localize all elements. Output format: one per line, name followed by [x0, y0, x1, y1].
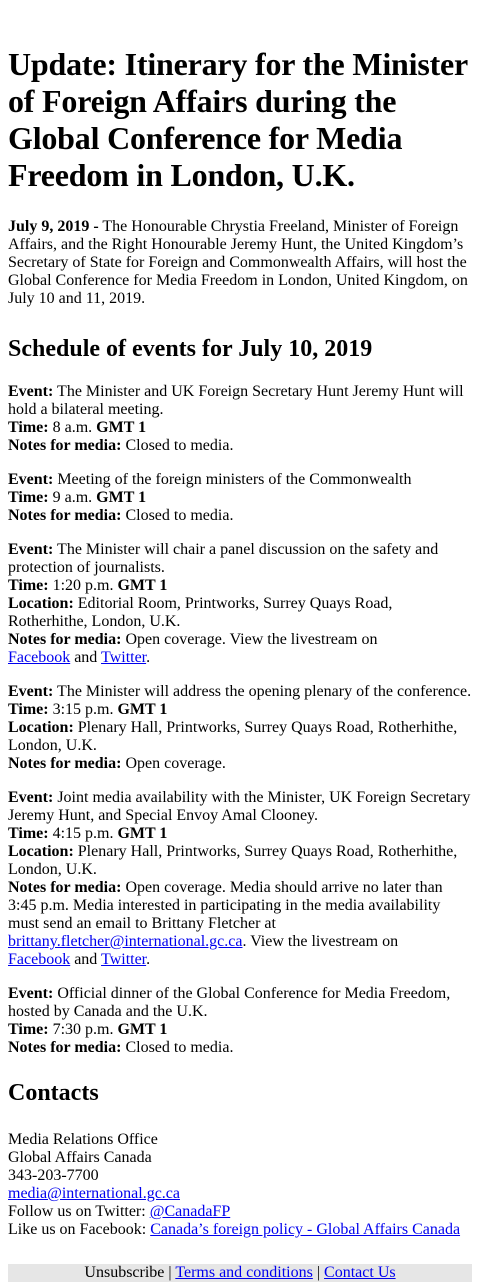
- and-text: and: [74, 951, 98, 968]
- event-time: 4:15 p.m.: [52, 825, 114, 842]
- intro-paragraph: [8, 218, 472, 308]
- event-notes: Closed to media.: [125, 1039, 234, 1056]
- footer-bar: [8, 1264, 472, 1282]
- twitter-link[interactable]: Twitter: [101, 951, 147, 968]
- time-label: Time:: [8, 419, 49, 436]
- notes-label: Notes for media:: [8, 879, 122, 896]
- notes-label: Notes for media:: [8, 437, 122, 454]
- event-time: 3:15 p.m.: [52, 701, 114, 718]
- contact-org: Global Affairs Canada: [8, 1149, 152, 1166]
- event-label: Event:: [8, 985, 54, 1002]
- and-text: and: [74, 649, 98, 666]
- event-location: Plenary Hall, Printworks, Surrey Quays Road, Rotherhithe, London, U.K.: [8, 843, 458, 878]
- notes-label: Notes for media:: [8, 1039, 122, 1056]
- event-notes: Open coverage.: [125, 755, 226, 772]
- event-description: Official dinner of the Global Conference for Media Freedom, hosted by Canada and the U.K.: [8, 985, 451, 1020]
- event-item: [8, 985, 472, 1057]
- livestream-text: View the livestream on: [229, 631, 378, 648]
- notes-label: Notes for media:: [8, 755, 122, 772]
- contact-us-link[interactable]: Contact Us: [324, 1264, 396, 1281]
- event-description: The Minister and UK Foreign Secretary Hunt Jeremy Hunt will hold a bilateral meeting.: [8, 383, 464, 418]
- schedule-heading: Schedule of events for July 10, 2019: [8, 336, 373, 362]
- event-time: 1:20 p.m.: [52, 577, 114, 594]
- location-label: Location:: [8, 595, 74, 612]
- timezone: GMT 1: [96, 419, 147, 436]
- facebook-link[interactable]: Facebook: [8, 649, 71, 666]
- event-location: Editorial Room, Printworks, Surrey Quays Road, Rotherhithe, London, U.K.: [8, 595, 393, 630]
- timezone: GMT 1: [117, 577, 168, 594]
- event-time: 7:30 p.m.: [52, 1021, 114, 1038]
- event-description: The Minister will address the opening plenary of the conference.: [57, 683, 472, 700]
- event-time: 8 a.m.: [52, 419, 93, 436]
- facebook-page-link[interactable]: Canada’s foreign policy - Global Affairs Canada: [150, 1221, 461, 1238]
- facebook-link[interactable]: Facebook: [8, 951, 71, 968]
- event-item: [8, 683, 472, 773]
- contact-email-link[interactable]: media@international.gc.ca: [8, 1185, 180, 1202]
- intro-text: The Honourable Chrystia Freeland, Minister of Foreign Affairs, and the Right Honourable Jeremy Hunt, the United Kingdom’s Secretary of State for Foreign and Commonwealth Affairs, will host the Global Conference for Media Freedom in London, United Kingdom, on July 10 and 11, 2019.: [8, 218, 468, 307]
- event-location: Plenary Hall, Printworks, Surrey Quays Road, Rotherhithe, London, U.K.: [8, 719, 458, 754]
- contact-phone: 343-203-7700: [8, 1167, 99, 1184]
- event-item: [8, 471, 472, 525]
- facebook-like-label: Like us on Facebook:: [8, 1221, 147, 1238]
- event-notes: Open coverage.: [125, 631, 226, 648]
- event-label: Event:: [8, 471, 54, 488]
- time-label: Time:: [8, 701, 49, 718]
- contact-office: Media Relations Office: [8, 1131, 158, 1148]
- event-label: Event:: [8, 541, 54, 558]
- event-notes: Closed to media.: [125, 437, 234, 454]
- time-label: Time:: [8, 1021, 49, 1038]
- period: .: [242, 933, 247, 950]
- notes-label: Notes for media:: [8, 507, 122, 524]
- time-label: Time:: [8, 577, 49, 594]
- event-label: Event:: [8, 683, 54, 700]
- intro-date: July 9, 2019 -: [8, 218, 99, 235]
- event-item: [8, 383, 472, 455]
- footer-separator: |: [316, 1264, 321, 1281]
- event-notes: Closed to media.: [125, 507, 234, 524]
- event-item: [8, 789, 472, 969]
- event-label: Event:: [8, 789, 54, 806]
- contacts-heading: Contacts: [8, 1080, 99, 1106]
- timezone: GMT 1: [117, 825, 168, 842]
- period: .: [146, 951, 151, 968]
- contacts-block: [8, 1131, 472, 1239]
- timezone: GMT 1: [117, 701, 168, 718]
- terms-link[interactable]: Terms and conditions: [175, 1264, 313, 1281]
- livestream-text: View the livestream on: [250, 933, 399, 950]
- location-label: Location:: [8, 719, 74, 736]
- twitter-link[interactable]: Twitter: [101, 649, 147, 666]
- time-label: Time:: [8, 825, 49, 842]
- event-notes: Open coverage. Media should arrive no later than 3:45 p.m. Media interested in participating in the media availability must send an email to Brittany Fletcher at: [8, 879, 443, 932]
- page-title: Update: Itinerary for the Minister of Foreign Affairs during the Global Conference for Media Freedom in London, U.K.: [8, 46, 468, 193]
- event-item: [8, 541, 472, 667]
- location-label: Location:: [8, 843, 74, 860]
- email-link[interactable]: brittany.fletcher@international.gc.ca: [8, 933, 243, 950]
- footer-separator: |: [168, 1264, 172, 1281]
- time-label: Time:: [8, 489, 49, 506]
- notes-label: Notes for media:: [8, 631, 122, 648]
- event-description: The Minister will chair a panel discussion on the safety and protection of journalists.: [8, 541, 439, 576]
- events-list: [8, 383, 472, 1057]
- timezone: GMT 1: [96, 489, 147, 506]
- event-description: Joint media availability with the Minister, UK Foreign Secretary Jeremy Hunt, and Special Envoy Amal Clooney.: [8, 789, 471, 824]
- unsubscribe-text[interactable]: Unsubscribe: [84, 1264, 165, 1281]
- event-label: Event:: [8, 383, 54, 400]
- twitter-follow-label: Follow us on Twitter:: [8, 1203, 146, 1220]
- event-description: Meeting of the foreign ministers of the Commonwealth: [57, 471, 412, 488]
- twitter-handle-link[interactable]: @CanadaFP: [149, 1203, 231, 1220]
- event-time: 9 a.m.: [52, 489, 93, 506]
- period: .: [146, 649, 151, 666]
- timezone: GMT 1: [117, 1021, 168, 1038]
